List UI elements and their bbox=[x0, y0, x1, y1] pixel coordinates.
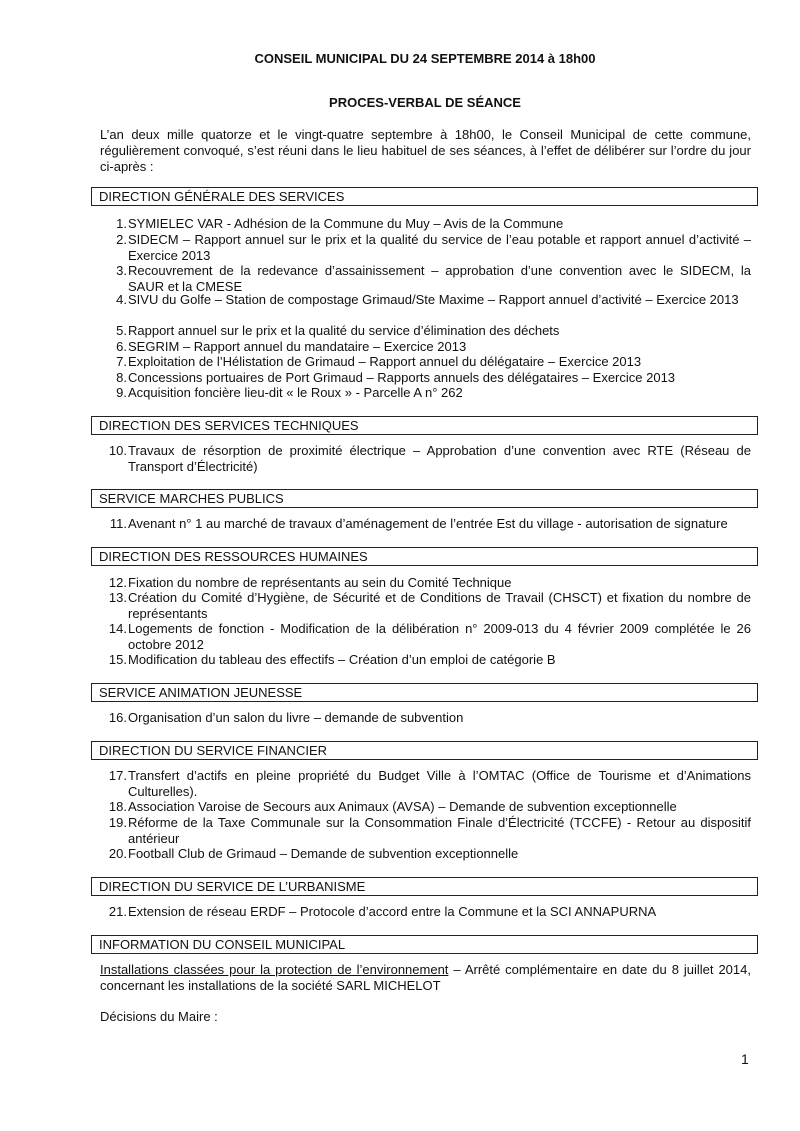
item-text: Rapport annuel sur le prix et la qualité du service d’élimination des déchets bbox=[128, 323, 560, 338]
agenda-item bbox=[100, 370, 751, 386]
agenda-item bbox=[100, 292, 751, 308]
agenda-item bbox=[100, 575, 751, 591]
item-number: 3. bbox=[116, 263, 127, 278]
item-number: 14. bbox=[108, 621, 127, 636]
item-text: Transfert d’actifs en pleine propriété du Budget Ville à l’OMTAC (Office de Tourisme et d’Animations Culturelles). bbox=[128, 768, 751, 799]
agenda-item bbox=[100, 621, 751, 652]
item-number: 17. bbox=[108, 768, 127, 783]
item-number: 2. bbox=[116, 232, 127, 247]
information-rest-text: – Arrêté complémentaire en date du 8 juillet 2014, concernant les installations de la société SARL MICHELOT bbox=[100, 962, 751, 993]
item-text: Recouvrement de la redevance d’assainissement – approbation d’une convention avec le SIDECM, la SAUR et la CMESE bbox=[128, 263, 751, 294]
item-number: 8. bbox=[116, 370, 127, 385]
agenda-item bbox=[100, 216, 751, 232]
item-number: 6. bbox=[116, 339, 127, 354]
agenda-item bbox=[100, 710, 751, 726]
agenda-item bbox=[100, 339, 751, 355]
information-paragraph bbox=[100, 962, 751, 994]
agenda-item bbox=[100, 232, 751, 263]
item-number: 16. bbox=[108, 710, 127, 725]
intro-paragraph: L’an deux mille quatorze et le vingt-quatre septembre à 18h00, le Conseil Municipal de cette commune, régulièrement convoqué, s’est réuni dans le lieu habituel de ses séances, à l’effet de délibérer sur l’ordre du jour ci-après : bbox=[100, 127, 751, 174]
section-header: SERVICE ANIMATION JEUNESSE bbox=[91, 683, 758, 702]
section-header: DIRECTION DES SERVICES TECHNIQUES bbox=[91, 416, 758, 435]
item-text: SIDECM – Rapport annuel sur le prix et la qualité du service de l’eau potable et rapport annuel d’activité – Exercice 2013 bbox=[128, 232, 751, 263]
agenda-item bbox=[100, 443, 751, 474]
item-number: 15. bbox=[108, 652, 127, 667]
item-number: 5. bbox=[116, 323, 127, 338]
item-number: 11. bbox=[109, 516, 127, 531]
page-number: 1 bbox=[741, 1051, 749, 1067]
item-number: 4. bbox=[116, 292, 127, 307]
item-number: 10. bbox=[108, 443, 127, 458]
agenda-item bbox=[100, 323, 751, 339]
item-text: Modification du tableau des effectifs – Création d’un emploi de catégorie B bbox=[128, 652, 556, 667]
item-number: 1. bbox=[116, 216, 127, 231]
item-number: 21. bbox=[108, 904, 127, 919]
agenda-item bbox=[100, 904, 751, 920]
item-text: SYMIELEC VAR - Adhésion de la Commune du Muy – Avis de la Commune bbox=[128, 216, 564, 231]
item-number: 13. bbox=[108, 590, 127, 605]
item-text: Exploitation de l’Hélistation de Grimaud – Rapport annuel du délégataire – Exercice 2013 bbox=[128, 354, 642, 369]
document-title: CONSEIL MUNICIPAL DU 24 SEPTEMBRE 2014 à 18h00 bbox=[254, 51, 596, 66]
item-text: Concessions portuaires de Port Grimaud – Rapports annuels des délégataires – Exercice 2013 bbox=[128, 370, 676, 385]
item-text: Réforme de la Taxe Communale sur la Consommation Finale d’Électricité (TCCFE) - Retour au dispositif antérieur bbox=[128, 815, 751, 846]
section-header: DIRECTION DU SERVICE FINANCIER bbox=[91, 741, 758, 760]
item-number: 12. bbox=[108, 575, 127, 590]
item-number: 7. bbox=[116, 354, 127, 369]
item-number: 18. bbox=[108, 799, 127, 814]
item-number: 20. bbox=[108, 846, 127, 861]
item-text: Acquisition foncière lieu-dit « le Roux » - Parcelle A n° 262 bbox=[128, 385, 463, 400]
agenda-item bbox=[100, 652, 751, 668]
section-header: INFORMATION DU CONSEIL MUNICIPAL bbox=[91, 935, 758, 954]
document-subtitle: PROCES-VERBAL DE SÉANCE bbox=[329, 95, 521, 110]
item-text: Fixation du nombre de représentants au sein du Comité Technique bbox=[128, 575, 512, 590]
item-text: Extension de réseau ERDF – Protocole d’accord entre la Commune et la SCI ANNAPURNA bbox=[128, 904, 657, 919]
agenda-item bbox=[100, 354, 751, 370]
agenda-item bbox=[100, 846, 751, 862]
item-text: Organisation d’un salon du livre – demande de subvention bbox=[128, 710, 464, 725]
decisions-heading: Décisions du Maire : bbox=[100, 1009, 218, 1024]
section-header: SERVICE MARCHES PUBLICS bbox=[91, 489, 758, 508]
item-text: Football Club de Grimaud – Demande de subvention exceptionnelle bbox=[128, 846, 519, 861]
agenda-item bbox=[100, 590, 751, 621]
agenda-item bbox=[100, 815, 751, 846]
section-header: DIRECTION DU SERVICE DE L’URBANISME bbox=[91, 877, 758, 896]
item-number: 19. bbox=[108, 815, 127, 830]
agenda-item bbox=[100, 799, 751, 815]
agenda-item bbox=[100, 516, 751, 532]
item-number: 9. bbox=[116, 385, 127, 400]
item-text: Avenant n° 1 au marché de travaux d’aménagement de l’entrée Est du village - autorisation de signature bbox=[128, 516, 728, 531]
item-text: Travaux de résorption de proximité électrique – Approbation d’une convention avec RTE (Réseau de Transport d’Électricité) bbox=[128, 443, 751, 474]
item-text: Logements de fonction - Modification de la délibération n° 2009-013 du 4 février 2009 complétée le 26 octobre 2012 bbox=[128, 621, 751, 652]
agenda-item bbox=[100, 768, 751, 799]
agenda-item bbox=[100, 263, 751, 294]
agenda-item bbox=[100, 385, 751, 401]
item-text: SEGRIM – Rapport annuel du mandataire – Exercice 2013 bbox=[128, 339, 467, 354]
item-text: Association Varoise de Secours aux Animaux (AVSA) – Demande de subvention exceptionnelle bbox=[128, 799, 677, 814]
section-header: DIRECTION GÉNÉRALE DES SERVICES bbox=[91, 187, 758, 206]
item-text: Création du Comité d’Hygiène, de Sécurité et de Conditions de Travail (CHSCT) et fixation du nombre de représentants bbox=[128, 590, 751, 621]
information-link-text: Installations classées pour la protection de l’environnement bbox=[100, 962, 449, 977]
item-text: SIVU du Golfe – Station de compostage Grimaud/Ste Maxime – Rapport annuel d’activité – Exercice 2013 bbox=[128, 292, 739, 307]
section-header: DIRECTION DES RESSOURCES HUMAINES bbox=[91, 547, 758, 566]
